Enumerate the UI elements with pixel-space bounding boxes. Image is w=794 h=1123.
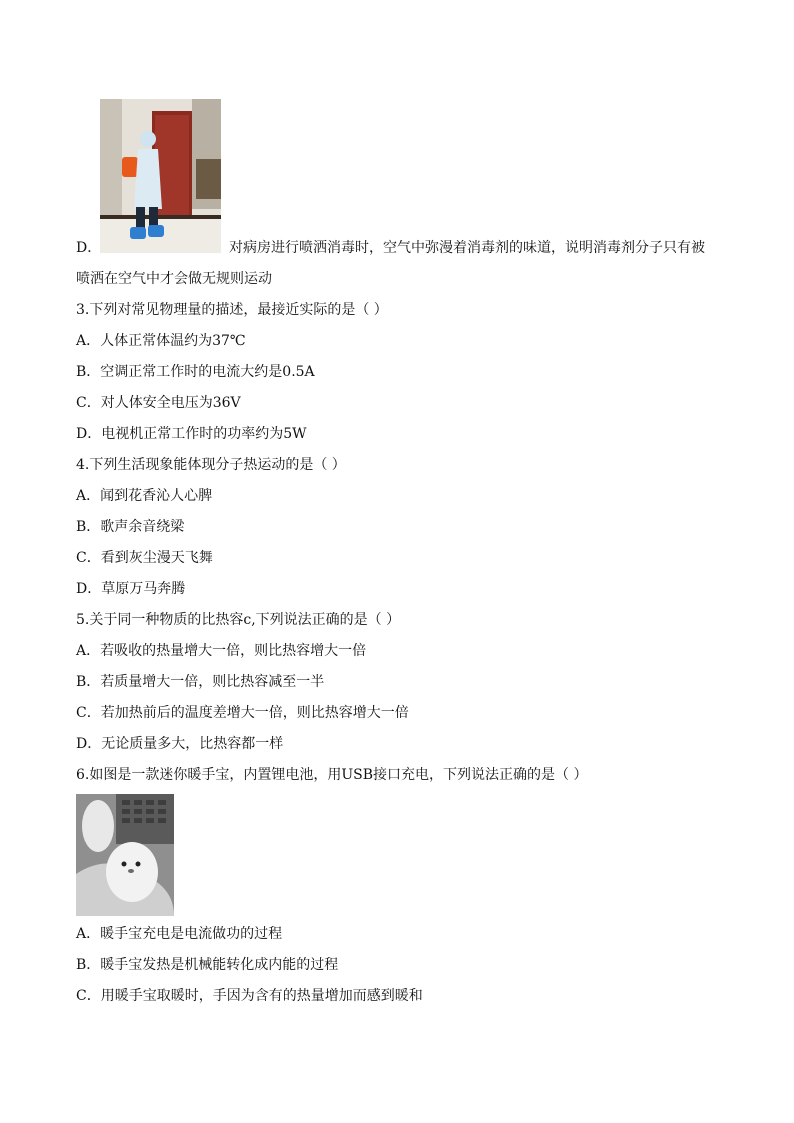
- q3-option-d: D．电视机正常工作时的功率约为5W: [76, 426, 307, 442]
- hand-warmer-photo: [76, 794, 174, 916]
- q3-stem: 3.下列对常见物理量的描述，最接近实际的是（ ）: [76, 302, 388, 318]
- disinfection-photo: [100, 99, 221, 253]
- q3-option-c: C．对人体安全电压为36V: [76, 395, 241, 411]
- q2-option-d-text: 对病房进行喷洒消毒时，空气中弥漫着消毒剂的味道，说明消毒剂分子只有被: [229, 240, 705, 256]
- q6-stem: 6.如图是一款迷你暖手宝，内置锂电池，用USB接口充电，下列说法正确的是（ ）: [76, 767, 588, 783]
- q6-option-b: B．暖手宝发热是机械能转化成内能的过程: [76, 957, 339, 973]
- q6-option-c: C．用暖手宝取暖时，手因为含有的热量增加而感到暖和: [76, 988, 423, 1004]
- q5-option-c: C．若加热前后的温度差增大一倍，则比热容增大一倍: [76, 705, 409, 721]
- q4-option-a: A．闻到花香沁人心脾: [76, 488, 213, 504]
- q4-option-b: B．歌声余音绕梁: [76, 519, 185, 535]
- q5-stem: 5.关于同一种物质的比热容c,下列说法正确的是（ ）: [76, 612, 401, 628]
- q4-option-c: C．看到灰尘漫天飞舞: [76, 550, 213, 566]
- q3-option-a: A．人体正常体温约为37℃: [76, 333, 246, 349]
- q2-option-d-text-continued: 喷洒在空气中才会做无规则运动: [76, 271, 272, 287]
- q6-option-a: A．暖手宝充电是电流做功的过程: [76, 926, 283, 942]
- q5-option-d: D．无论质量多大，比热容都一样: [76, 736, 284, 752]
- q5-option-b: B．若质量增大一倍，则比热容减至一半: [76, 674, 325, 690]
- q3-option-b: B．空调正常工作时的电流大约是0.5A: [76, 364, 315, 380]
- q5-option-a: A．若吸收的热量增大一倍，则比热容增大一倍: [76, 643, 367, 659]
- q4-stem: 4.下列生活现象能体现分子热运动的是（ ）: [76, 457, 346, 473]
- q4-option-d: D．草原万马奔腾: [76, 581, 186, 597]
- q2-option-d-letter: D．: [76, 240, 102, 256]
